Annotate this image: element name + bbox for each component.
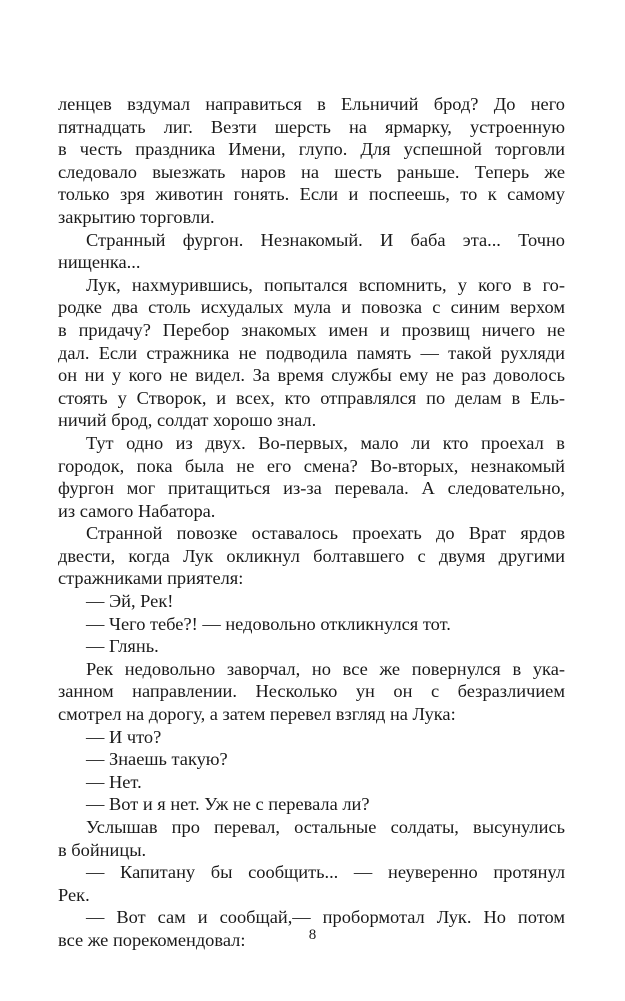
text-line: — Знаешь такую? [86,749,228,770]
text-line: городок, пока была не его смена? Во-вторых, незнакомый [58,455,565,476]
text-line: занном направлении. Несколько ун он с безразличием [58,681,565,702]
text-line: — Вот сам и сообщай,— пробормотал Лук. Но потом [86,907,565,928]
text-line: ленцев вздумал направиться в Ельничий брод? До него [58,94,565,114]
paragraph [58,522,565,590]
text-line: — Капитану бы сообщить... — неуверенно протянул [86,862,565,883]
paragraph [58,726,565,749]
text-line: — Глянь. [86,636,159,657]
text-line: Тут одно из двух. Во-первых, мало ли кто проехал в [86,432,565,453]
paragraph [58,590,565,613]
text-line: — Вот и я нет. Уж не с перевала ли? [86,794,370,815]
text-line: стоять у Створок, и всех, кто отправлялся по делам в Ель- [58,387,565,408]
paragraph [58,613,565,636]
text-line: следовало выезжать наров на шесть раньше. Теперь же [58,161,565,182]
text-line: — Нет. [86,771,142,792]
text-line: — Эй, Рек! [86,591,174,612]
text-line: стражниками приятеля: [58,568,244,589]
paragraph [58,793,565,816]
text-line: Рек. [58,884,90,905]
book-page-text [58,93,565,952]
text-line: только зря животин гонять. Если и поспеешь, то к самому [58,184,565,205]
paragraph [58,635,565,658]
text-line: Странной повозке оставалось проехать до Врат ярдов [86,523,565,544]
text-line: все же порекомендовал: [58,929,246,950]
paragraph [58,861,565,906]
text-line: — И что? [86,726,162,747]
text-line: закрытию торговли. [58,206,215,227]
paragraph [58,816,565,861]
text-line: в честь праздника Имени, глупо. Для успешной торговли [58,139,565,160]
text-line: нищенка... [58,252,141,273]
text-line: Рек недовольно заворчал, но все же повернулся в ука- [86,658,565,679]
paragraph [58,229,565,274]
paragraph [58,658,565,726]
text-line: смотрел на дорогу, а затем перевел взгляд на Лука: [58,704,456,725]
text-line: фургон мог притащиться из-за перевала. А следовательно, [58,478,565,499]
text-line: в придачу? Перебор знакомых имен и прозвищ ничего не [58,319,565,340]
text-line: Странный фургон. Незнакомый. И баба эта... Точно [86,229,565,250]
text-line: Лук, нахмурившись, попытался вспомнить, у кого в го- [86,274,565,295]
paragraph [58,771,565,794]
text-line: родке два столь исхудалых мула и повозка с синим верхом [58,297,565,318]
text-line: ничий брод, солдат хорошо знал. [58,410,317,431]
text-line: пятнадцать лиг. Везти шерсть на ярмарку, устроенную [58,116,565,137]
text-line: он ни у кого не видел. За время службы ему не раз доволось [58,365,565,386]
paragraph [58,93,565,229]
text-line: Услышав про перевал, остальные солдаты, высунулись [86,817,565,837]
paragraph [58,432,565,522]
text-line: — Чего тебе?! — недовольно откликнулся тот. [86,613,451,634]
text-line: в бойницы. [58,839,147,860]
paragraph [58,748,565,771]
text-line: из самого Набатора. [58,500,216,521]
page-number: 8 [308,927,317,943]
text-line: дал. Если стражника не подводила память — такой рухляди [58,342,565,363]
paragraph [58,274,565,432]
text-line: двести, когда Лук окликнул болтавшего с двумя другими [58,545,565,566]
